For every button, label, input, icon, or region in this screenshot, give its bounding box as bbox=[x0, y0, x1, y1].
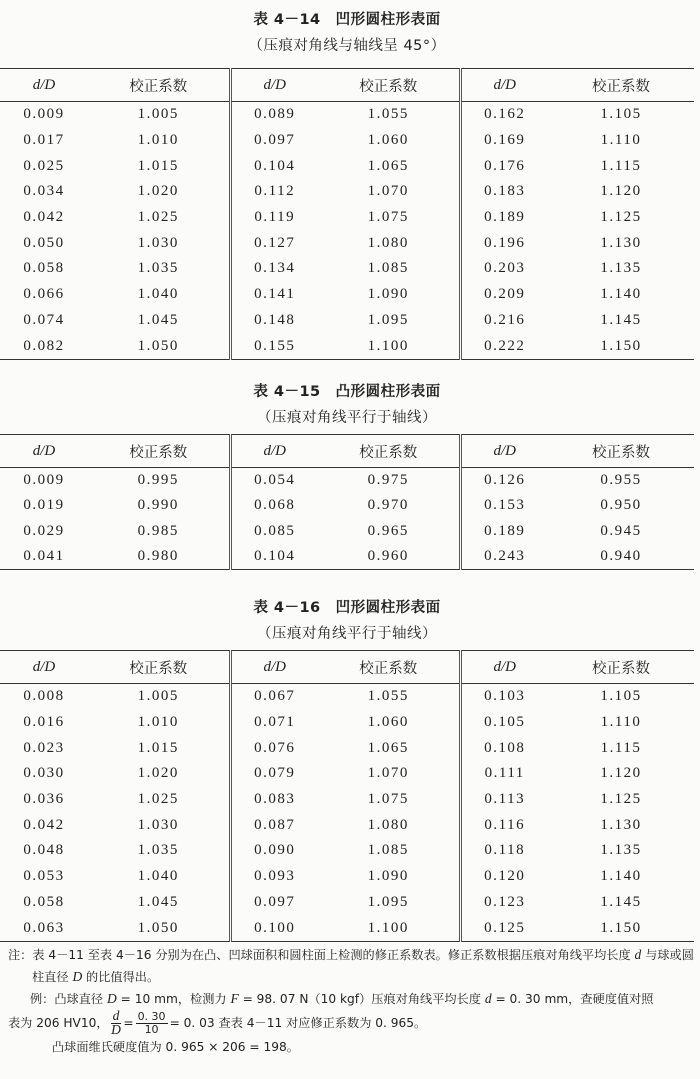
table-cell: 0.054 bbox=[230, 468, 318, 494]
table-cell: 0.169 bbox=[460, 128, 548, 154]
table-cell: 1.100 bbox=[318, 915, 460, 941]
table-cell: 0.183 bbox=[460, 179, 548, 205]
table-cell: 0.019 bbox=[23, 497, 65, 514]
table-cell: 0.990 bbox=[137, 497, 179, 514]
note-text: 注：表 4－11 至表 4－16 分别为在凸、凹球面积和圆柱面上检测的修正系数表。修正系数根据压痕对角线平均长度 d 与球或圆柱直径 D 的比值得出。 bbox=[8, 947, 694, 984]
table-4-16-block bbox=[0, 596, 694, 942]
table-cell: 1.050 bbox=[88, 333, 230, 359]
table-cell: 1.075 bbox=[367, 209, 409, 226]
table-cell: 1.075 bbox=[367, 791, 409, 808]
table-cell: 0.063 bbox=[0, 915, 88, 941]
table-cell: 1.035 bbox=[137, 260, 179, 277]
table-cell: 0.058 bbox=[23, 893, 65, 910]
table-cell: 0.023 bbox=[23, 739, 65, 756]
table-cell: 0.116 bbox=[460, 812, 548, 838]
table-cell: 0.068 bbox=[230, 493, 318, 518]
column-header: d/D bbox=[230, 69, 318, 102]
table-cell: 0.089 bbox=[230, 102, 318, 128]
fraction-d-over-D: $\frac{d}{D}$ bbox=[111, 1008, 121, 1037]
table-cell: 1.120 bbox=[600, 765, 642, 782]
column-header: 校正系数 bbox=[88, 435, 230, 468]
data-table bbox=[0, 650, 694, 942]
column-header: d/D bbox=[460, 651, 548, 684]
table-cell: 0.975 bbox=[367, 472, 409, 489]
table-row bbox=[0, 468, 694, 494]
table-cell: 1.030 bbox=[137, 234, 179, 251]
table-cell: 0.036 bbox=[23, 791, 65, 808]
table-cell: 0.103 bbox=[460, 684, 548, 710]
table-cell: 0.965 bbox=[367, 522, 409, 539]
table-row bbox=[0, 544, 694, 570]
table-row bbox=[0, 684, 694, 710]
table-cell: 0.074 bbox=[23, 311, 65, 328]
table-cell: 1.045 bbox=[137, 893, 179, 910]
table-cell: 0.960 bbox=[318, 544, 460, 570]
table-cell: 1.085 bbox=[367, 260, 409, 277]
data-table bbox=[0, 68, 694, 360]
table-cell: 1.130 bbox=[600, 816, 642, 833]
table-cell: 0.216 bbox=[460, 308, 548, 334]
table-cell: 0.048 bbox=[23, 842, 65, 859]
table-row bbox=[0, 812, 694, 838]
table-row bbox=[0, 128, 694, 154]
table-cell: 1.115 bbox=[600, 739, 642, 756]
table-cell: 1.025 bbox=[137, 209, 179, 226]
table-row bbox=[0, 102, 694, 128]
table-cell: 1.080 bbox=[367, 816, 409, 833]
table-cell: 0.176 bbox=[460, 153, 548, 179]
table-cell: 0.050 bbox=[23, 234, 65, 251]
table-cell: 1.095 bbox=[367, 311, 409, 328]
table-cell: 1.150 bbox=[548, 333, 694, 359]
table-cell: 1.040 bbox=[137, 286, 179, 303]
example-line-3: 凸球面维氏硬度值为 0. 965 × 206 = 198。 bbox=[52, 1040, 299, 1054]
table-cell: 0.071 bbox=[230, 710, 318, 736]
table-cell: 0.155 bbox=[230, 333, 318, 359]
table-cell: 0.970 bbox=[367, 497, 409, 514]
column-header: d/D bbox=[0, 651, 88, 684]
table-cell: 0.108 bbox=[460, 735, 548, 761]
fraction-value: $\frac{0. 30}{10}$ bbox=[137, 1010, 166, 1036]
table-4-15-block bbox=[0, 380, 694, 570]
table-cell: 0.067 bbox=[230, 684, 318, 710]
table-cell: 1.105 bbox=[600, 688, 642, 705]
table-header-row bbox=[0, 435, 694, 468]
table-cell: 0.141 bbox=[230, 282, 318, 308]
table-cell: 0.041 bbox=[0, 544, 88, 570]
table-cell: 0.090 bbox=[230, 838, 318, 864]
table-cell: 1.015 bbox=[137, 739, 179, 756]
table-cell: 0.196 bbox=[460, 230, 548, 256]
table-cell: 0.189 bbox=[460, 519, 548, 544]
table-cell: 0.085 bbox=[230, 519, 318, 544]
table-cell: 0.042 bbox=[23, 209, 65, 226]
table-row bbox=[0, 761, 694, 787]
table-cell: 0.105 bbox=[460, 710, 548, 736]
table-cell: 0.123 bbox=[460, 890, 548, 916]
table-cell: 0.100 bbox=[230, 915, 318, 941]
table-cell: 1.065 bbox=[367, 739, 409, 756]
table-row bbox=[0, 333, 694, 359]
table-row bbox=[0, 519, 694, 544]
table-cell: 0.009 bbox=[23, 106, 65, 123]
column-header: 校正系数 bbox=[88, 69, 230, 102]
table-cell: 1.005 bbox=[137, 688, 179, 705]
table-cell: 0.025 bbox=[23, 157, 65, 174]
table-cell: 0.076 bbox=[230, 735, 318, 761]
table-cell: 1.055 bbox=[367, 106, 409, 123]
table-cell: 0.104 bbox=[230, 153, 318, 179]
column-header: d/D bbox=[460, 435, 548, 468]
table-cell: 1.055 bbox=[367, 688, 409, 705]
table-cell: 0.042 bbox=[23, 816, 65, 833]
table-cell: 0.126 bbox=[460, 468, 548, 494]
table-row bbox=[0, 890, 694, 916]
column-header: d/D bbox=[460, 69, 548, 102]
table-cell: 1.145 bbox=[600, 311, 642, 328]
table-cell: 0.222 bbox=[460, 333, 548, 359]
table-cell: 0.097 bbox=[230, 128, 318, 154]
table-cell: 1.125 bbox=[600, 791, 642, 808]
table-cell: 0.134 bbox=[230, 256, 318, 282]
table-cell: 0.093 bbox=[230, 864, 318, 890]
table-cell: 1.035 bbox=[137, 842, 179, 859]
table-header-row bbox=[0, 69, 694, 102]
table-cell: 0.125 bbox=[460, 915, 548, 941]
table-cell: 1.100 bbox=[318, 333, 460, 359]
table-4-14-block bbox=[0, 8, 694, 360]
table-row bbox=[0, 282, 694, 308]
table-title: 表 4－14 凹形圆柱形表面 bbox=[253, 12, 441, 28]
column-header: d/D bbox=[0, 69, 88, 102]
table-cell: 1.020 bbox=[137, 765, 179, 782]
example-line-2: 表为 206 HV10， $\frac{d}{D}$ = $\frac{0. 30}{10}$ = 0. 03 查表 4－11 对应修正系数为 0. 965。 bbox=[8, 1008, 427, 1037]
column-header: d/D bbox=[0, 435, 88, 468]
table-cell: 0.053 bbox=[23, 868, 65, 885]
column-header: 校正系数 bbox=[548, 435, 694, 468]
table-cell: 1.110 bbox=[600, 714, 642, 731]
table-row bbox=[0, 308, 694, 334]
table-cell: 1.135 bbox=[600, 260, 642, 277]
table-header-row bbox=[0, 651, 694, 684]
table-cell: 1.130 bbox=[600, 234, 642, 251]
table-cell: 0.127 bbox=[230, 230, 318, 256]
table-cell: 0.009 bbox=[23, 472, 65, 489]
table-cell: 1.135 bbox=[600, 842, 642, 859]
table-row bbox=[0, 179, 694, 205]
table-cell: 0.113 bbox=[460, 787, 548, 813]
table-cell: 1.015 bbox=[137, 157, 179, 174]
table-row bbox=[0, 205, 694, 231]
table-cell: 1.040 bbox=[137, 868, 179, 885]
table-cell: 1.020 bbox=[137, 183, 179, 200]
table-cell: 1.070 bbox=[367, 765, 409, 782]
column-header: 校正系数 bbox=[318, 651, 460, 684]
table-subtitle: （压痕对角线平行于轴线） bbox=[257, 626, 437, 642]
table-cell: 1.030 bbox=[137, 816, 179, 833]
table-subtitle: （压痕对角线平行于轴线） bbox=[257, 410, 437, 426]
table-row bbox=[0, 153, 694, 179]
table-cell: 0.111 bbox=[460, 761, 548, 787]
table-cell: 0.189 bbox=[460, 205, 548, 231]
table-cell: 1.105 bbox=[600, 106, 642, 123]
table-row bbox=[0, 710, 694, 736]
table-cell: 0.940 bbox=[548, 544, 694, 570]
table-cell: 1.140 bbox=[600, 286, 642, 303]
table-cell: 1.145 bbox=[600, 893, 642, 910]
table-title: 表 4－16 凹形圆柱形表面 bbox=[253, 600, 441, 616]
table-cell: 1.090 bbox=[367, 868, 409, 885]
table-cell: 0.153 bbox=[460, 493, 548, 518]
table-cell: 0.995 bbox=[137, 472, 179, 489]
column-header: 校正系数 bbox=[548, 651, 694, 684]
table-cell: 1.010 bbox=[137, 132, 179, 149]
table-cell: 0.066 bbox=[23, 286, 65, 303]
table-row bbox=[0, 915, 694, 941]
table-cell: 0.209 bbox=[460, 282, 548, 308]
table-cell: 0.985 bbox=[137, 522, 179, 539]
table-cell: 1.060 bbox=[367, 132, 409, 149]
table-cell: 0.162 bbox=[460, 102, 548, 128]
column-header: 校正系数 bbox=[88, 651, 230, 684]
table-cell: 1.125 bbox=[600, 209, 642, 226]
table-cell: 1.025 bbox=[137, 791, 179, 808]
table-row bbox=[0, 735, 694, 761]
table-cell: 1.090 bbox=[367, 286, 409, 303]
table-row bbox=[0, 787, 694, 813]
data-table bbox=[0, 434, 694, 570]
table-cell: 0.017 bbox=[23, 132, 65, 149]
table-cell: 0.119 bbox=[230, 205, 318, 231]
table-row bbox=[0, 230, 694, 256]
table-cell: 0.120 bbox=[460, 864, 548, 890]
table-cell: 0.104 bbox=[230, 544, 318, 570]
table-cell: 0.029 bbox=[23, 522, 65, 539]
table-cell: 0.079 bbox=[230, 761, 318, 787]
table-cell: 0.083 bbox=[230, 787, 318, 813]
table-cell: 1.005 bbox=[137, 106, 179, 123]
table-cell: 0.955 bbox=[600, 472, 642, 489]
table-cell: 1.140 bbox=[600, 868, 642, 885]
table-cell: 1.060 bbox=[367, 714, 409, 731]
table-cell: 1.010 bbox=[137, 714, 179, 731]
table-cell: 1.110 bbox=[600, 132, 642, 149]
table-row bbox=[0, 864, 694, 890]
column-header: 校正系数 bbox=[548, 69, 694, 102]
table-cell: 1.045 bbox=[137, 311, 179, 328]
table-cell: 0.008 bbox=[23, 688, 65, 705]
table-notes bbox=[8, 944, 698, 1058]
table-cell: 0.082 bbox=[0, 333, 88, 359]
table-cell: 0.118 bbox=[460, 838, 548, 864]
column-header: 校正系数 bbox=[318, 435, 460, 468]
table-cell: 0.030 bbox=[23, 765, 65, 782]
table-cell: 1.150 bbox=[548, 915, 694, 941]
table-cell: 0.243 bbox=[460, 544, 548, 570]
table-cell: 1.050 bbox=[88, 915, 230, 941]
table-cell: 1.065 bbox=[367, 157, 409, 174]
table-cell: 1.080 bbox=[367, 234, 409, 251]
table-cell: 1.115 bbox=[600, 157, 642, 174]
table-cell: 0.950 bbox=[600, 497, 642, 514]
table-cell: 0.112 bbox=[230, 179, 318, 205]
table-subtitle: （压痕对角线与轴线呈 45°） bbox=[248, 38, 446, 54]
table-cell: 0.016 bbox=[23, 714, 65, 731]
table-cell: 0.087 bbox=[230, 812, 318, 838]
table-cell: 0.148 bbox=[230, 308, 318, 334]
table-cell: 1.120 bbox=[600, 183, 642, 200]
table-cell: 0.980 bbox=[88, 544, 230, 570]
table-cell: 1.095 bbox=[367, 893, 409, 910]
table-row bbox=[0, 493, 694, 518]
table-cell: 0.203 bbox=[460, 256, 548, 282]
table-cell: 1.085 bbox=[367, 842, 409, 859]
column-header: d/D bbox=[230, 651, 318, 684]
table-cell: 0.945 bbox=[600, 522, 642, 539]
example-line-1: 例：凸球直径 D = 10 mm，检测力 F = 98. 07 N（10 kgf）压痕对角线平均长度 d = 0. 30 mm，查硬度值对照 bbox=[30, 991, 654, 1006]
table-cell: 0.058 bbox=[23, 260, 65, 277]
table-cell: 0.034 bbox=[23, 183, 65, 200]
column-header: d/D bbox=[230, 435, 318, 468]
column-header: 校正系数 bbox=[318, 69, 460, 102]
table-cell: 1.070 bbox=[367, 183, 409, 200]
table-cell: 0.097 bbox=[230, 890, 318, 916]
table-title: 表 4－15 凸形圆柱形表面 bbox=[253, 384, 441, 400]
table-row bbox=[0, 838, 694, 864]
table-row bbox=[0, 256, 694, 282]
